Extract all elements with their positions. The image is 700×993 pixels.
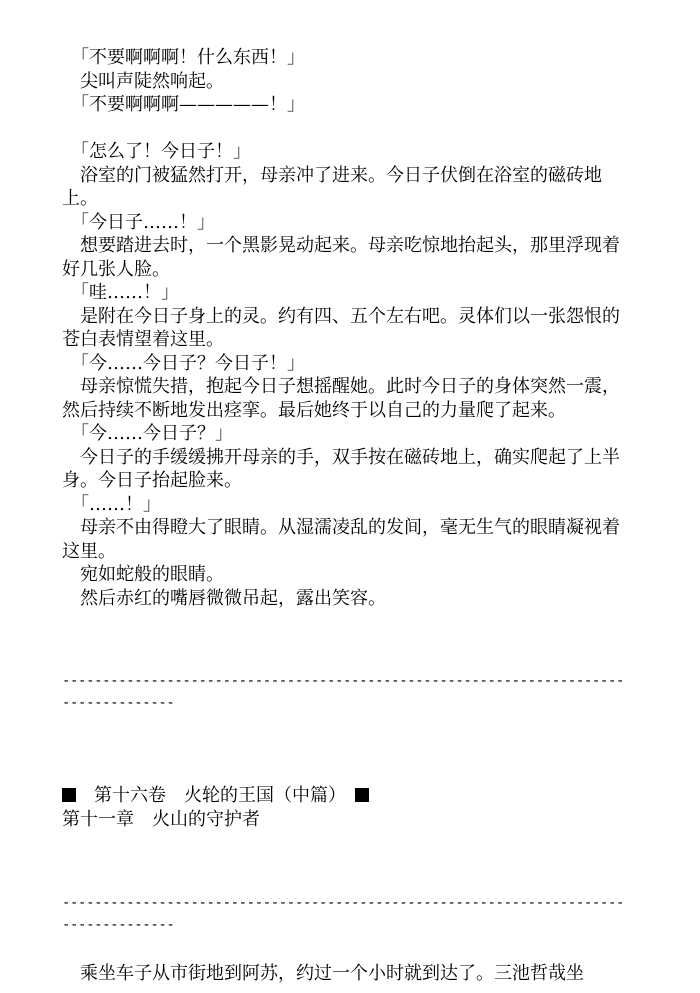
paragraph: 「今日子……！」 — [62, 211, 215, 233]
spacer — [62, 936, 632, 962]
spacer — [62, 610, 632, 670]
paragraph: 然后赤红的嘴唇微微吊起，露出笑容。 — [62, 587, 386, 609]
paragraph: 「哇……！」 — [62, 282, 179, 303]
paragraph: 「怎么了！今日子！」 — [62, 141, 251, 162]
separator-line: ------------------------------------------------------------------------------------ — [62, 895, 625, 933]
paragraph: 母亲不由得瞪大了眼睛。从湿濡凌乱的发间，毫无生气的眼睛凝视着这里。 — [62, 517, 620, 562]
paragraph: 今日子的手缓缓拂开母亲的手，双手按在磁砖地上，确实爬起了上半身。今日子抬起脸来。 — [62, 446, 620, 491]
chapter-heading: 第十一章 火山的守护者 — [62, 809, 260, 830]
story-body-top — [62, 46, 632, 610]
document-page — [62, 46, 632, 986]
separator-line: ------------------------------------------------------------------------------------ — [62, 673, 625, 711]
paragraph: 「不要啊啊啊！什么东西！」 — [62, 47, 305, 68]
story-body-bottom — [62, 962, 632, 986]
paragraph: 「今……今日子？」 — [62, 423, 233, 444]
paragraph: 「不要啊啊啊—————！」 — [62, 94, 305, 115]
black-square-icon — [355, 788, 369, 802]
paragraph: 宛如蛇般的眼睛。 — [62, 564, 224, 585]
paragraph: 是附在今日子身上的灵。约有四、五个左右吧。灵体们以一张怨恨的苍白表情望着这里。 — [62, 305, 620, 350]
paragraph: 母亲惊慌失措，抱起今日子想摇醒她。此时今日子的身体突然一震，然后持续不断地发出痉挛。最后她终于以自己的力量爬了起来。 — [62, 376, 620, 421]
paragraph: 「今……今日子？今日子！」 — [62, 352, 305, 374]
spacer — [62, 832, 632, 892]
paragraph: 想要踏进去时，一个黑影晃动起来。母亲吃惊地抬起头，那里浮现着好几张人脸。 — [62, 235, 620, 280]
paragraph: 「……！」 — [62, 493, 161, 515]
blank-line — [62, 117, 632, 141]
volume-heading-text: 第十六卷 火轮的王国（中篇） — [76, 785, 355, 806]
spacer — [62, 714, 632, 784]
volume-heading — [62, 784, 632, 808]
black-square-icon — [62, 788, 76, 802]
paragraph: 尖叫声陡然响起。 — [62, 70, 224, 92]
paragraph: 浴室的门被猛然打开，母亲冲了进来。今日子伏倒在浴室的磁砖地上。 — [62, 164, 602, 209]
paragraph: 乘坐车子从市街地到阿苏，约过一个小时就到达了。三池哲哉坐 — [62, 963, 584, 984]
